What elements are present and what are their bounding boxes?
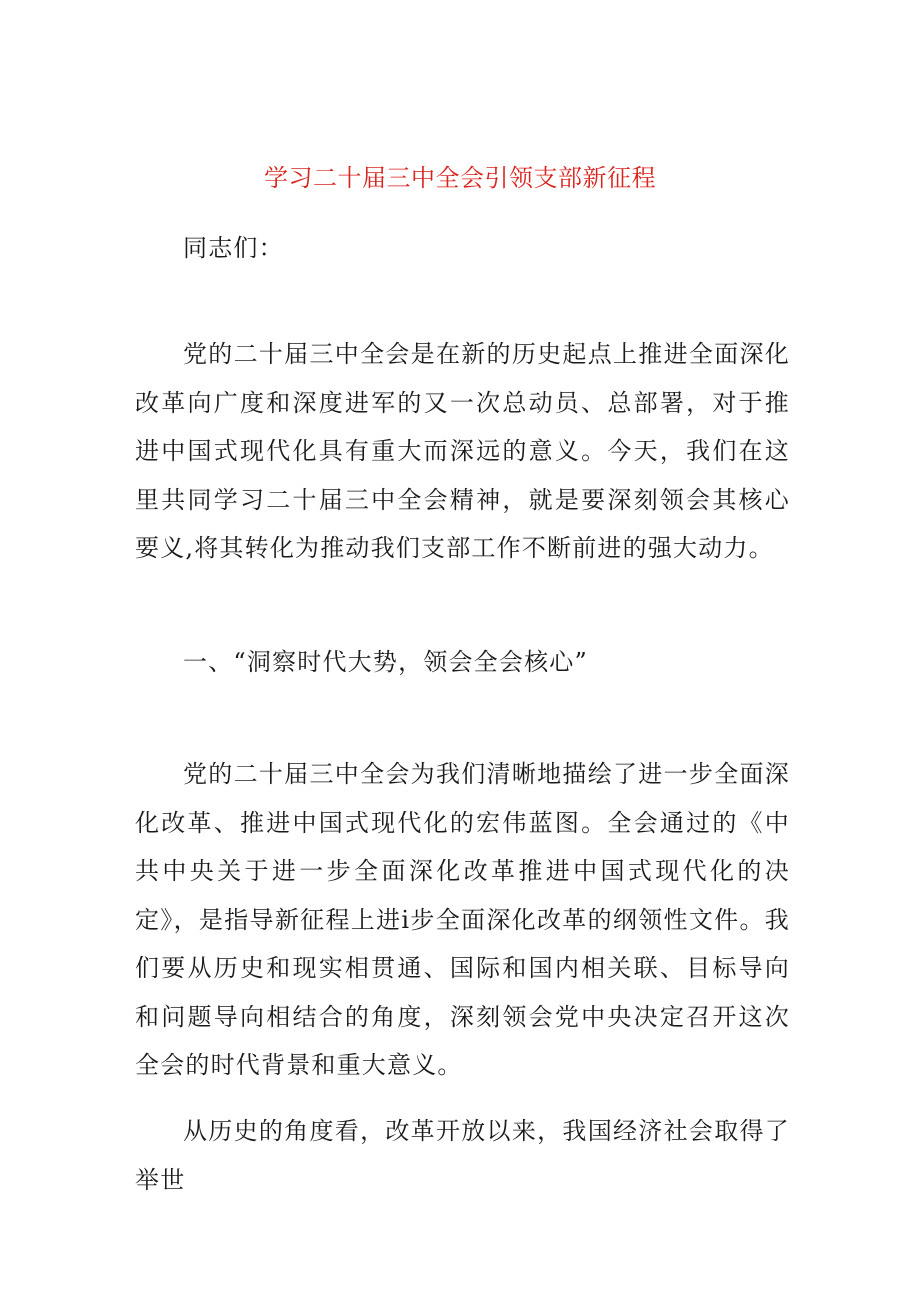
paragraph-history: 从历史的角度看，改革开放以来，我国经济社会取得了举世 bbox=[135, 1117, 790, 1194]
section-heading-1: 一、“洞察时代大势，领会全会核心” bbox=[183, 648, 588, 676]
paragraph-intro: 党的二十届三中全会是在新的历史起点上推进全面深化改革向广度和深度进军的又一次总动员、总部署，对于推进中国式现代化具有重大而深远的意义。今天，我们在这里共同学习二十届三中全会精神，就是要深刻领会其核心要义,将其转化为推动我们支部工作不断前进的强大动力。 bbox=[135, 340, 790, 562]
paragraph-section-1: 党的二十届三中全会为我们清晰地描绘了进一步全面深化改革、推进中国式现代化的宏伟蓝图。全会通过的《中共中央关于进一步全面深化改革推进中国式现代化的决定》，是指导新征程上进i步全面深化改革的纲领性文件。我们要从历史和现实相贯通、国际和国内相关联、目标导向和问题导向相结合的角度，深刻领会党中央决定召开这次全会的时代背景和重大意义。 bbox=[135, 760, 790, 1079]
document-title: 学习二十届三中全会引领支部新征程 bbox=[264, 164, 656, 192]
salutation: 同志们： bbox=[183, 234, 284, 262]
